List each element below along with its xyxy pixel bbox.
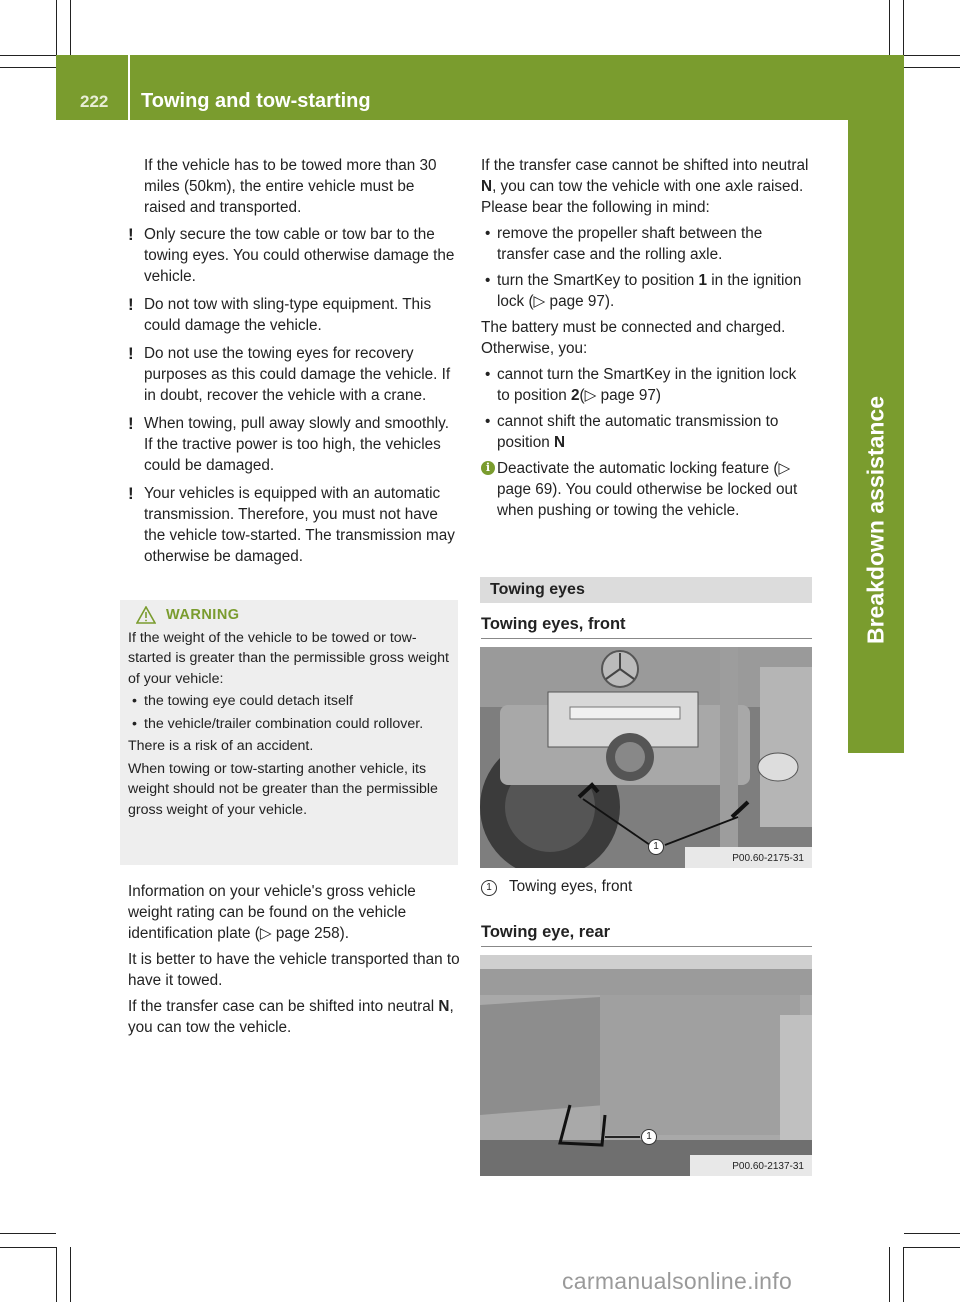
crop-mark — [70, 0, 71, 55]
warning-triangle-icon — [136, 606, 156, 624]
step-text-end[interactable]: in the ignition lock (▷ page 97). — [497, 272, 802, 310]
consequence-text-end[interactable]: (▷ page 97) — [579, 387, 661, 404]
neutral-text-end: , you can tow the vehicle. — [128, 998, 454, 1036]
crop-mark — [0, 55, 56, 56]
neutral-text: If the transfer case can be shifted into neutral — [128, 998, 439, 1015]
note-item — [128, 343, 460, 406]
note-item — [128, 294, 460, 336]
page-number: 222 — [80, 92, 109, 111]
front-caption: Towing eyes, front — [509, 878, 633, 895]
front-towing-eyes-illustration — [480, 647, 812, 868]
crop-mark — [70, 1247, 71, 1302]
cannot-shift-paragraph — [481, 155, 813, 218]
step-item — [481, 223, 813, 265]
battery-paragraph: The battery must be connected and charged. Otherwise, you: — [481, 319, 786, 357]
page-header — [56, 55, 904, 120]
front-figure-code: P00.60-2175-31 — [732, 853, 804, 864]
warning-text: If the weight of the vehicle to be towed or tow-started is greater than the permissible gross weight of your vehicle: — [128, 629, 449, 687]
intro-paragraph: If the vehicle has to be towed more than 30 miles (50km), the entire vehicle must be raised and transported. — [144, 157, 437, 216]
page-ref-link[interactable]: page 258). — [275, 925, 349, 942]
exclamation-icon: ! — [128, 484, 134, 503]
info-text: Deactivate the automatic locking feature (▷ page 69). You could otherwise be locked out when pushing or towing the vehicle. — [497, 460, 798, 519]
note-text: Do not use the towing eyes for recovery purposes as this could damage the vehicle. If in doubt, recover the vehicle with a crane. — [144, 345, 451, 404]
warning-box — [120, 600, 458, 865]
warning-advice: When towing or tow-starting another vehicle, its weight should not be greater than the permissible gross weight of your vehicle. — [128, 760, 438, 818]
rear-figure-code: P00.60-2137-31 — [732, 1161, 804, 1172]
warning-bullet: • the towing eye could detach itself — [128, 691, 452, 712]
cannot-shift-bold: N — [481, 178, 493, 195]
crop-mark — [0, 1247, 56, 1248]
crop-mark — [904, 67, 960, 68]
step-text: turn the SmartKey to position — [497, 272, 699, 289]
gross-weight-paragraph — [128, 881, 460, 944]
crop-mark — [0, 1233, 56, 1234]
right-column — [481, 155, 813, 528]
note-text: Do not tow with sling-type equipment. This could damage the vehicle. — [144, 296, 432, 334]
rear-callout: 1 — [641, 1129, 657, 1145]
neutral-bold: N — [438, 998, 450, 1015]
rear-heading: Towing eye, rear — [481, 923, 610, 941]
crop-mark — [903, 0, 904, 55]
left-column-lower — [128, 881, 460, 1043]
consequence-bold: N — [553, 434, 566, 451]
crop-mark — [904, 55, 960, 56]
crop-mark — [56, 0, 57, 55]
crop-mark — [0, 67, 56, 68]
warning-risk: There is a risk of an accident. — [128, 738, 314, 754]
caption-callout: 1 — [481, 880, 497, 896]
step-text: remove the propeller shaft between the transfer case and the rolling axle. — [497, 225, 763, 263]
note-text: When towing, pull away slowly and smoothly. If the tractive power is too high, the vehicles could be damaged. — [144, 415, 449, 474]
crop-mark — [904, 1233, 960, 1234]
header-divider — [128, 55, 130, 120]
crop-mark — [904, 1247, 960, 1248]
watermark: carmanualsonline.info — [562, 1268, 793, 1294]
exclamation-icon: ! — [128, 225, 134, 244]
cannot-shift-text-end: , you can tow the vehicle with one axle raised. Please bear the following in mind: — [481, 178, 804, 216]
heading-rule — [481, 946, 812, 947]
crop-mark — [889, 0, 890, 55]
consequence-text: cannot shift the automatic transmission to position — [497, 413, 779, 451]
note-item — [128, 483, 460, 567]
exclamation-icon: ! — [128, 344, 134, 363]
crop-mark — [889, 1247, 890, 1302]
consequence-bold: 2 — [570, 387, 580, 404]
note-item — [128, 413, 460, 476]
consequence-item — [481, 411, 813, 453]
gross-weight-text: Information on your vehicle's gross vehicle weight rating can be found on the vehicle identification plate ( — [128, 883, 416, 942]
crop-mark — [56, 1247, 57, 1302]
warning-bullet: • the vehicle/trailer combination could rollover. — [128, 714, 452, 735]
info-note — [481, 458, 813, 521]
warning-heading — [128, 605, 452, 626]
front-figure — [480, 647, 812, 868]
rear-figure — [480, 955, 812, 1176]
warning-title: WARNING — [166, 607, 240, 623]
page-ref-arrow: ▷ — [259, 925, 272, 942]
exclamation-icon: ! — [128, 414, 134, 433]
exclamation-icon: ! — [128, 295, 134, 314]
info-icon: i — [481, 461, 495, 475]
transport-paragraph: It is better to have the vehicle transported than to have it towed. — [128, 951, 460, 989]
step-bold: 1 — [698, 272, 708, 289]
front-heading: Towing eyes, front — [481, 615, 626, 633]
heading-rule — [481, 638, 812, 639]
crop-mark — [903, 1247, 904, 1302]
neutral-paragraph — [128, 996, 460, 1038]
consequence-item — [481, 364, 813, 406]
left-column — [128, 155, 460, 574]
front-caption-row — [481, 878, 632, 896]
section-bar — [480, 577, 812, 603]
cannot-shift-text: If the transfer case cannot be shifted into neutral — [481, 157, 809, 174]
front-callout: 1 — [648, 839, 664, 855]
page-title: Towing and tow-starting — [141, 90, 371, 112]
side-tab-label: Breakdown assistance — [862, 395, 889, 645]
step-item — [481, 270, 813, 312]
note-text: Your vehicles is equipped with an automatic transmission. Therefore, you must not have the vehicle tow-started. The transmission may otherwise be damaged. — [144, 485, 455, 565]
consequence-text: cannot turn the SmartKey in the ignition lock to position — [497, 366, 797, 404]
note-item — [128, 224, 460, 287]
note-text: Only secure the tow cable or tow bar to the towing eyes. You could otherwise damage the vehicle. — [144, 226, 455, 285]
section-title: Towing eyes — [490, 581, 585, 598]
